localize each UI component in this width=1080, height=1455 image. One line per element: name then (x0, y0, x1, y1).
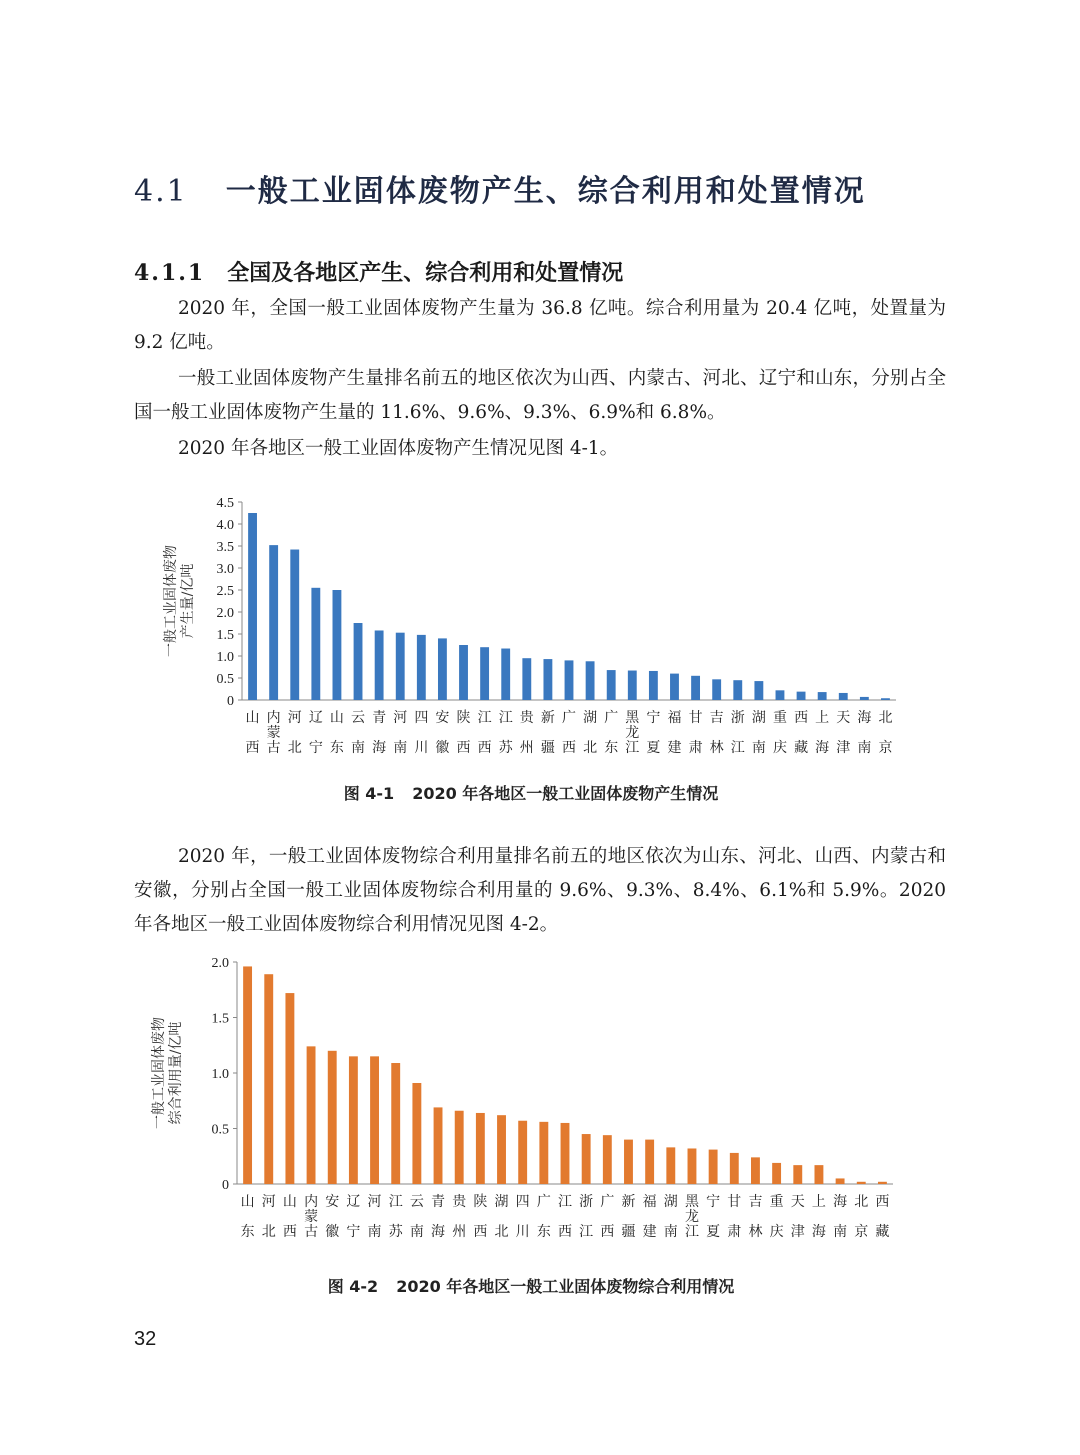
category-label: 宁 (308, 740, 323, 756)
category-label: 湖 (663, 1194, 678, 1210)
category-label: 上 (811, 1194, 826, 1210)
bar (438, 638, 447, 700)
bar (628, 671, 637, 700)
bar (480, 647, 489, 700)
category-label: 福 (667, 710, 682, 726)
bar (712, 679, 721, 700)
bar (730, 1153, 739, 1184)
paragraph-3: 2020 年各地区一般工业固体废物产生情况见图 4-1。 (178, 438, 619, 459)
bar (688, 1148, 697, 1184)
bar (776, 690, 785, 700)
category-label: 四 (515, 1194, 530, 1210)
category-label: 西 (473, 1224, 488, 1240)
category-label: 宁 (346, 1224, 361, 1240)
bar (243, 966, 252, 1184)
category-label: 青 (372, 710, 387, 726)
bar (793, 1165, 802, 1184)
category-label: 海 (815, 740, 830, 756)
category-label: 海 (833, 1194, 848, 1210)
category-label: 广 (600, 1194, 615, 1210)
bar (396, 633, 405, 700)
bar (666, 1147, 675, 1184)
bar (691, 676, 700, 700)
category-label: 海 (431, 1224, 446, 1240)
category-label: 新 (540, 710, 555, 726)
bar (607, 670, 616, 700)
subsection-number: 4.1.1 (134, 260, 206, 286)
category-label: 古 (266, 740, 281, 756)
category-label: 贵 (452, 1194, 467, 1210)
bar (839, 693, 848, 700)
bar (269, 545, 278, 700)
category-label: 山 (329, 710, 344, 726)
category-label: 湖 (751, 710, 766, 726)
bar (586, 661, 595, 700)
category-label: 夏 (706, 1224, 721, 1240)
bar (349, 1056, 358, 1184)
y-tick-label: 3.0 (216, 562, 234, 577)
category-label: 藏 (875, 1224, 890, 1240)
category-label: 蒙 (266, 725, 281, 741)
bar (518, 1121, 527, 1184)
figure-2-title: 2020 年各地区一般工业固体废物综合利用情况 (396, 1277, 735, 1296)
bar (878, 1182, 887, 1184)
category-label: 江 (730, 740, 745, 756)
category-label: 贵 (519, 710, 534, 726)
category-label: 黑 (625, 710, 640, 726)
bar (733, 680, 742, 700)
bar (391, 1063, 400, 1184)
category-label: 江 (477, 710, 492, 726)
category-label: 内 (304, 1194, 319, 1210)
bar (539, 1122, 548, 1184)
bar (881, 698, 890, 700)
category-label: 北 (261, 1224, 276, 1240)
y-tick-label: 1.5 (216, 628, 234, 643)
category-label: 肃 (688, 740, 703, 756)
category-label: 吉 (748, 1194, 763, 1210)
category-label: 建 (667, 740, 682, 756)
category-label: 江 (388, 1194, 403, 1210)
category-label: 辽 (308, 710, 323, 726)
paragraph-2: 一般工业固体废物产生量排名前五的地区依次为山西、内蒙古、河北、辽宁和山东，分别占全国一般工业固体废物产生量的 11.6%、9.6%、9.3%、6.9%和 6.8%。 (134, 368, 946, 423)
y-axis-label: 一般工业固体废物 (163, 545, 179, 657)
category-label: 甘 (688, 710, 703, 726)
figure-2-caption (0, 1274, 1080, 1297)
category-label: 上 (815, 710, 830, 726)
bar (333, 590, 342, 700)
bar (264, 974, 273, 1184)
category-label: 江 (579, 1224, 594, 1240)
y-tick-label: 4.0 (216, 518, 234, 533)
category-label: 辽 (346, 1194, 361, 1210)
category-label: 北 (583, 740, 598, 756)
category-label: 南 (857, 740, 872, 756)
category-label: 内 (266, 710, 281, 726)
paragraph-4: 2020 年，一般工业固体废物综合利用量排名前五的地区依次为山东、河北、山西、内蒙古和安徽，分别占全国一般工业固体废物综合利用量的 9.6%、9.3%、8.4%、6.1%和 5.9%。2020 年各地区一般工业固体废物综合利用情况见图 4-2。 (134, 846, 946, 935)
y-axis-label: 产生量/亿吨 (180, 563, 196, 639)
subsection-title: 全国及各地区产生、综合利用和处置情况 (227, 260, 624, 286)
category-label: 江 (625, 740, 640, 756)
category-label: 川 (414, 740, 429, 756)
page-number: 32 (134, 1328, 157, 1350)
bar (772, 1163, 781, 1184)
bar (522, 658, 531, 700)
category-label: 广 (536, 1194, 551, 1210)
category-label: 河 (287, 710, 302, 726)
bar (375, 630, 384, 700)
y-tick-label: 0 (222, 1178, 229, 1193)
chart-1-svg (0, 490, 1080, 770)
subsection-heading (134, 256, 623, 287)
category-label: 苏 (498, 740, 513, 756)
category-label: 藏 (794, 740, 809, 756)
bar (836, 1178, 845, 1184)
category-label: 西 (477, 740, 492, 756)
y-tick-label: 1.5 (211, 1011, 229, 1027)
bar (860, 697, 869, 700)
category-label: 河 (261, 1194, 276, 1210)
figure-1-label: 图 4-1 (343, 784, 395, 803)
category-label: 云 (351, 710, 366, 726)
category-label: 古 (304, 1224, 319, 1240)
category-label: 京 (878, 740, 893, 756)
category-label: 东 (240, 1224, 255, 1240)
category-label: 龙 (684, 1209, 699, 1225)
category-label: 甘 (727, 1194, 742, 1210)
category-label: 吉 (709, 710, 724, 726)
bar (754, 681, 763, 700)
bar (497, 1115, 506, 1184)
category-label: 山 (240, 1194, 255, 1210)
bar (434, 1107, 443, 1184)
category-label: 宁 (706, 1194, 721, 1210)
bar (649, 671, 658, 700)
category-label: 林 (709, 740, 724, 756)
bar (565, 660, 574, 700)
section-title: 一般工业固体废物产生、综合利用和处置情况 (225, 174, 866, 209)
category-label: 西 (282, 1224, 297, 1240)
y-tick-label: 1.0 (211, 1067, 229, 1082)
category-label: 东 (604, 740, 619, 756)
category-label: 山 (245, 710, 260, 726)
category-label: 苏 (388, 1224, 403, 1240)
category-label: 东 (329, 740, 344, 756)
bar (311, 588, 320, 700)
bar (285, 993, 294, 1184)
category-label: 西 (562, 740, 576, 756)
figure-2-label: 图 4-2 (327, 1277, 379, 1296)
bar (455, 1111, 464, 1184)
category-label: 徽 (435, 740, 450, 756)
category-label: 川 (515, 1224, 530, 1240)
figure-1-title: 2020 年各地区一般工业固体废物产生情况 (412, 784, 719, 803)
category-label: 北 (287, 740, 302, 756)
category-label: 浙 (579, 1194, 594, 1210)
category-label: 重 (769, 1194, 784, 1210)
category-label: 新 (621, 1194, 636, 1210)
category-label: 四 (414, 710, 429, 726)
category-label: 天 (836, 710, 851, 726)
category-label: 津 (836, 740, 851, 756)
bar (501, 649, 510, 700)
bar (412, 1083, 421, 1184)
category-label: 天 (790, 1194, 805, 1210)
section-heading (134, 166, 866, 210)
y-tick-label: 3.5 (216, 540, 234, 555)
category-label: 南 (833, 1224, 848, 1240)
bar (857, 1182, 866, 1184)
category-label: 肃 (727, 1224, 742, 1240)
category-label: 海 (372, 740, 387, 756)
y-tick-label: 2.5 (216, 584, 234, 599)
y-tick-label: 4.5 (216, 496, 234, 511)
category-label: 徽 (325, 1224, 340, 1240)
category-label: 州 (452, 1224, 467, 1240)
chart-2 (0, 950, 1080, 1250)
category-label: 南 (393, 740, 408, 756)
figure-1-caption (0, 781, 1080, 804)
category-label: 重 (772, 710, 787, 726)
y-tick-label: 0.5 (211, 1122, 229, 1138)
bar (354, 623, 363, 700)
category-label: 浙 (730, 710, 745, 726)
category-label: 京 (854, 1224, 869, 1240)
category-label: 州 (519, 740, 534, 756)
paragraph-1: 2020 年，全国一般工业固体废物产生量为 36.8 亿吨。综合利用量为 20.4 亿吨，处置量为 9.2 亿吨。 (134, 298, 946, 353)
category-label: 广 (562, 710, 576, 726)
category-label: 西 (600, 1224, 615, 1240)
category-label: 南 (663, 1224, 678, 1240)
bar (561, 1123, 570, 1184)
category-label: 南 (367, 1224, 382, 1240)
category-label: 海 (857, 710, 872, 726)
category-label: 江 (498, 710, 513, 726)
y-tick-label: 2.0 (216, 606, 234, 621)
category-label: 宁 (646, 710, 661, 726)
bar (670, 674, 679, 700)
category-label: 西 (245, 740, 260, 756)
category-label: 西 (875, 1194, 890, 1210)
y-tick-label: 0 (227, 694, 234, 709)
category-label: 广 (604, 710, 619, 726)
bar (459, 645, 468, 700)
category-label: 海 (811, 1224, 826, 1240)
bar (543, 659, 552, 700)
category-label: 津 (790, 1224, 805, 1240)
category-label: 西 (558, 1224, 572, 1240)
bar (328, 1051, 337, 1184)
chart-1 (0, 490, 1080, 770)
bar (248, 513, 257, 700)
bar (814, 1165, 823, 1184)
category-label: 西 (794, 710, 809, 726)
bar (417, 635, 426, 700)
category-label: 蒙 (304, 1209, 319, 1225)
category-label: 河 (367, 1194, 382, 1210)
bar (307, 1046, 316, 1184)
category-label: 青 (431, 1194, 446, 1210)
category-label: 南 (351, 740, 366, 756)
category-label: 黑 (684, 1194, 699, 1210)
category-label: 江 (558, 1194, 572, 1210)
category-label: 山 (282, 1194, 297, 1210)
category-label: 安 (325, 1194, 340, 1210)
category-label: 江 (684, 1224, 699, 1240)
bar (624, 1140, 633, 1184)
category-label: 疆 (621, 1224, 636, 1240)
bar (603, 1135, 612, 1184)
category-label: 北 (878, 710, 893, 726)
bar (370, 1056, 379, 1184)
category-label: 陕 (456, 710, 471, 726)
bar (582, 1134, 591, 1184)
category-label: 龙 (625, 725, 640, 741)
category-label: 陕 (473, 1194, 488, 1210)
bar (709, 1150, 718, 1184)
category-label: 西 (456, 740, 471, 756)
bar (290, 550, 299, 700)
category-label: 东 (536, 1224, 551, 1240)
y-tick-label: 2.0 (211, 956, 229, 971)
bar (797, 692, 806, 700)
category-label: 河 (393, 710, 408, 726)
section-number: 4.1 (134, 174, 188, 209)
category-label: 建 (642, 1224, 657, 1240)
chart-2-svg (0, 950, 1080, 1250)
category-label: 云 (409, 1194, 424, 1210)
category-label: 福 (642, 1194, 657, 1210)
category-label: 安 (435, 710, 450, 726)
category-label: 南 (409, 1224, 424, 1240)
category-label: 庆 (769, 1224, 784, 1240)
bar (818, 692, 827, 700)
category-label: 北 (494, 1224, 509, 1240)
y-axis-label: 一般工业固体废物 (151, 1017, 167, 1129)
category-label: 湖 (583, 710, 598, 726)
category-label: 南 (751, 740, 766, 756)
category-label: 湖 (494, 1194, 509, 1210)
category-label: 夏 (646, 740, 661, 756)
y-tick-label: 1.0 (216, 650, 234, 665)
y-axis-label: 综合利用量/亿吨 (168, 1021, 184, 1125)
category-label: 林 (748, 1224, 763, 1240)
bar (476, 1113, 485, 1184)
y-tick-label: 0.5 (216, 672, 234, 687)
bar (751, 1157, 760, 1184)
category-label: 疆 (540, 740, 555, 756)
bar (645, 1140, 654, 1184)
category-label: 庆 (772, 740, 787, 756)
category-label: 北 (854, 1194, 869, 1210)
